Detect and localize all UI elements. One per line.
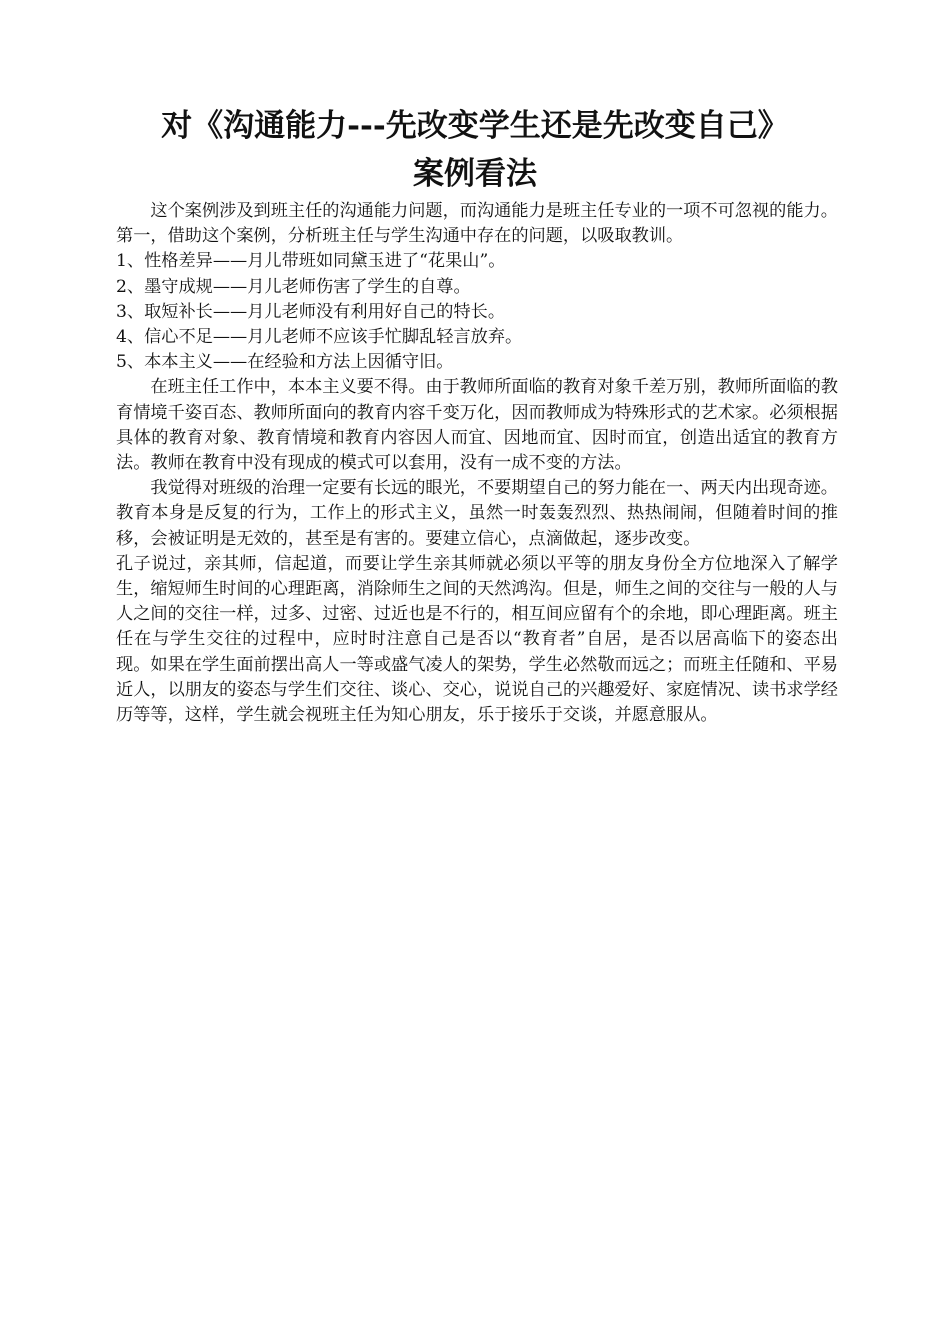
paragraph-long-term-view: 我觉得对班级的治理一定要有长远的眼光，不要期望自己的努力能在一、两天内出现奇迹。教育本身是反复的行为，工作上的形式主义，虽然一时轰轰烈烈、热热闹闹，但随着时间的推移，会被证明是无效的，甚至是有害的。要建立信心，点滴做起，逐步改变。 [116,478,838,549]
list-item-3: 3、取短补长——月儿老师没有利用好自己的特长。 [116,301,506,322]
document-body [116,199,838,728]
list-item-1: 1、性格差异——月儿带班如同黛玉进了“花果山”。 [116,251,506,272]
paragraph-first-point: 第一，借助这个案例，分析班主任与学生沟通中存在的问题，以吸取教训。 [116,226,684,247]
paragraph-intro: 这个案例涉及到班主任的沟通能力问题，而沟通能力是班主任专业的一项不可忽视的能力。 [116,201,838,221]
document-title-line-1: 对《沟通能力---先改变学生还是先改变自己》 [161,108,789,144]
list-item-5: 5、本本主义——在经验和方法上因循守旧。 [116,352,454,373]
list-item-2: 2、墨守成规——月儿老师伤害了学生的自尊。 [116,276,471,297]
document-title-line-2: 案例看法 [413,156,537,192]
list-item-4: 4、信心不足——月儿老师不应该手忙脚乱轻言放弃。 [116,327,523,348]
paragraph-bookism: 在班主任工作中，本本主义要不得。由于教师所面临的教育对象千差万别，教师所面临的教育情境千姿百态、教师所面向的教育内容千变万化，因而教师成为特殊形式的艺术家。必须根据具体的教育对象、教育情境和教育内容因人而宜、因地而宜、因时而宜，创造出适宜的教育方法。教师在教育中没有现成的模式可以套用，没有一成不变的方法。 [116,377,838,474]
paragraph-confucius: 孔子说过，亲其师，信起道，而要让学生亲其师就必须以平等的朋友身份全方位地深入了解学生，缩短师生时间的心理距离，消除师生之间的天然鸿沟。但是，师生之间的交往与一般的人与人之间的交往一样，过多、过密、过近也是不行的，相互间应留有个的余地，即心理距离。班主任在与学生交往的过程中，应时时注意自己是否以“教育者”自居，是否以居高临下的姿态出现。如果在学生面前摆出高人一等或盛气凌人的架势，学生必然敬而远之；而班主任随和、平易近人，以朋友的姿态与学生们交往、谈心、交心，说说自己的兴趣爱好、家庭情况、读书求学经历等等，这样，学生就会视班主任为知心朋友，乐于接乐于交谈，并愿意服从。 [116,553,838,726]
